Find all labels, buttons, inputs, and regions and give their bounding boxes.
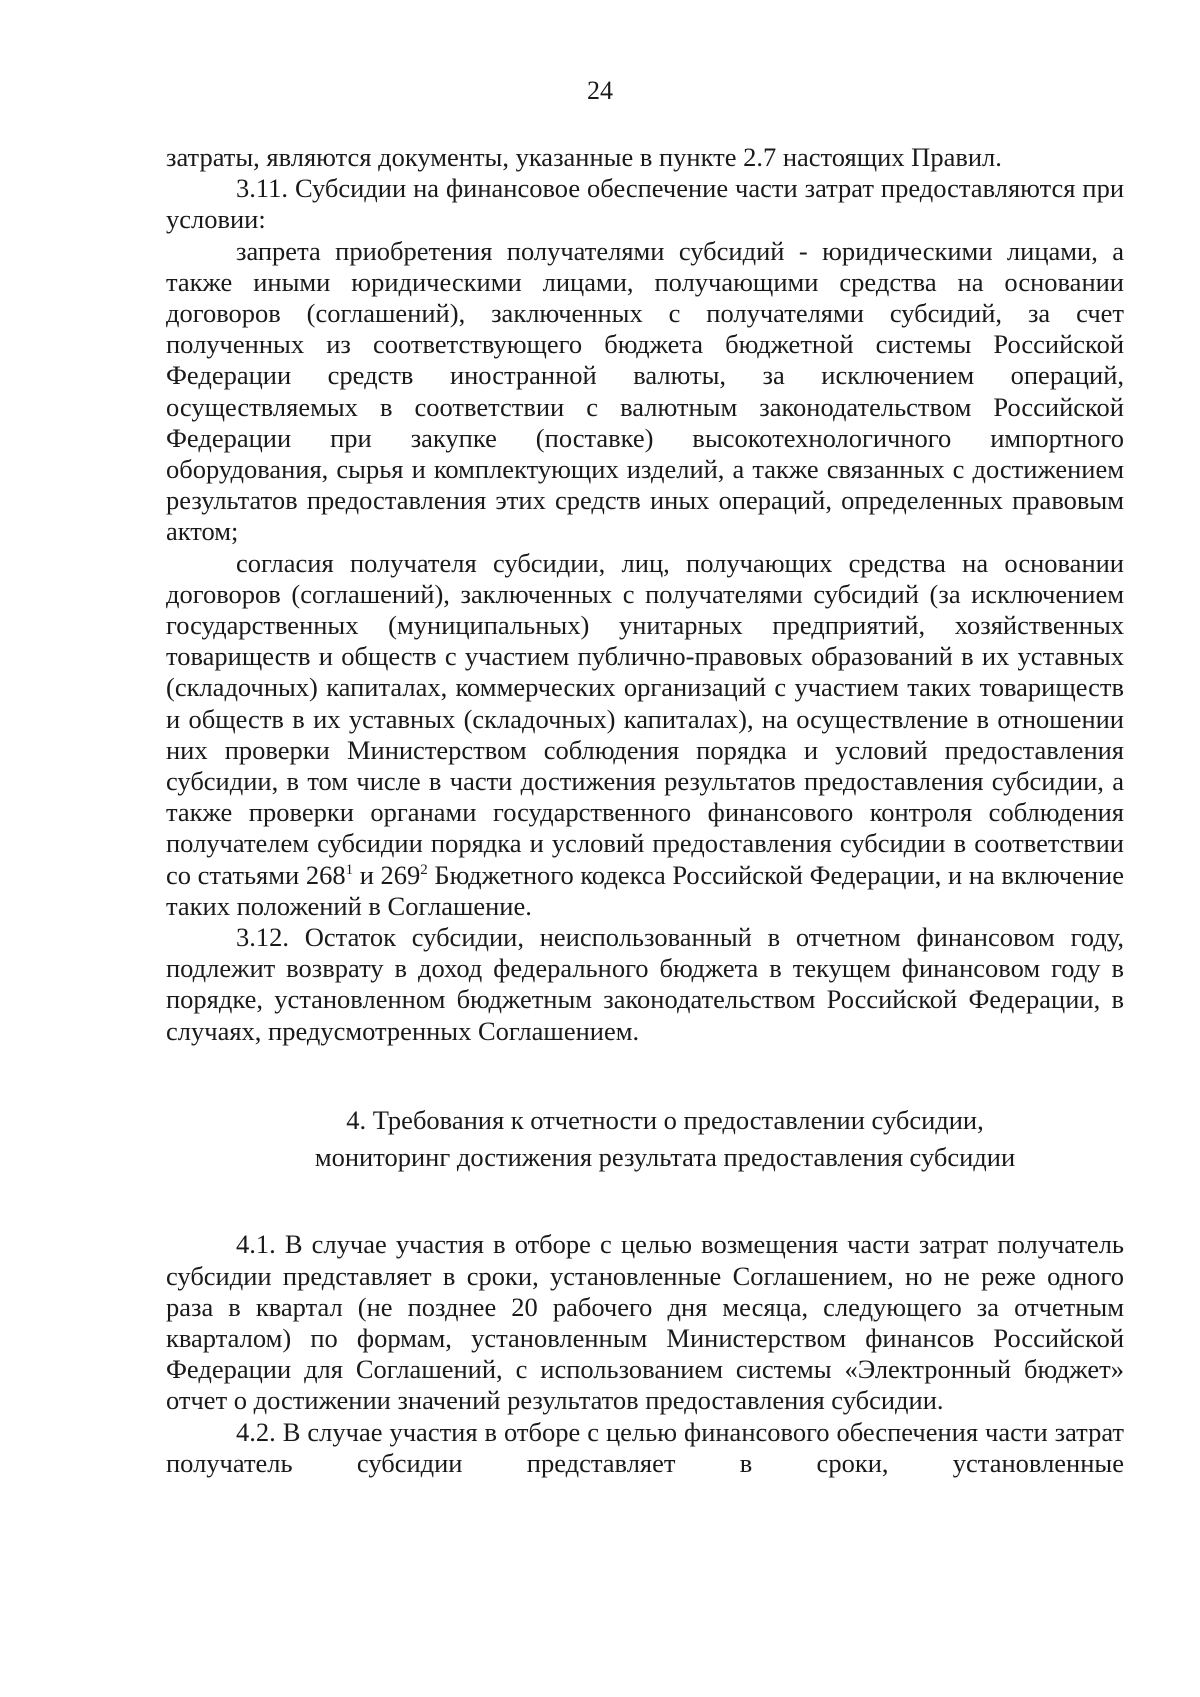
- paragraph-3-12: 3.12. Остаток субсидии, неиспользованный в отчетном финансовом году, подлежит возврату в доход федерального бюджета в текущем финансовом году в порядке, установленном бюджетным законодательством Российской Федерации, в случаях, предусмотренных Соглашением.: [166, 922, 1124, 1046]
- consent-text-a: согласия получателя субсидии, лиц, получающих средства на основании договоров (соглашений), заключенных с получателями субсидий (за исключением государственных (муниципальных) унитарных предприятий, хозяйственных товариществ и обществ с участием публично-правовых образований в их уставных (складочных) капиталах, коммерческих организаций с участием таких товариществ и обществ в их уставных (складочных) капиталах), на осуществление в отношении них проверки Министерством соблюдения порядка и условий предоставления субсидии, в том числе в части достижения результатов предоставления субсидии, а также проверки органами государственного финансового контроля соблюдения получателем субсидии порядка и условий предоставления субсидии в соответствии со статьями 268: [166, 547, 1124, 890]
- page-number: 24: [587, 76, 613, 105]
- paragraph-3-11: 3.11. Субсидии на финансовое обеспечение части затрат предоставляются при условии:: [166, 173, 1124, 235]
- paragraph-4-1: 4.1. В случае участия в отборе с целью возмещения части затрат получатель субсидии представляет в сроки, установленные Соглашением, но не реже одного раза в квартал (не позднее 20 рабочего дня месяца, следующего за отчетным кварталом) по формам, установленным Министерством финансов Российской Федерации для Соглашений, с использованием системы «Электронный бюджет» отчет о достижении значений результатов предоставления субсидии.: [166, 1229, 1124, 1416]
- superscript-2: 2: [420, 861, 428, 878]
- paragraph-4-2: 4.2. В случае участия в отборе с целью финансового обеспечения части затрат получатель субсидии представляет в сроки, установленные: [166, 1416, 1124, 1478]
- paragraph-consent: [166, 548, 1124, 922]
- consent-text-c: Бюджетного кодекса Российской Федерации, и на включение таких положений в Соглашение.: [166, 859, 1124, 921]
- document-body: [166, 142, 1124, 1479]
- section-heading-4: [166, 1105, 1124, 1173]
- heading-line-1: 4. Требования к отчетности о предоставлении субсидии,: [346, 1104, 984, 1135]
- paragraph-continuation: затраты, являются документы, указанные в пункте 2.7 настоящих Правил.: [166, 142, 1002, 172]
- heading-line-2: мониторинг достижения результата предоставления субсидии: [314, 1142, 1016, 1173]
- consent-text-b: и 269: [353, 859, 421, 890]
- superscript-1: 1: [345, 861, 354, 878]
- paragraph-prohibition: запрета приобретения получателями субсидий - юридическими лицами, а также иными юридическими лицами, получающими средства на основании договоров (соглашений), заключенных с получателями субсидий, за счет полученных из соответствующего бюджета бюджетной системы Российской Федерации средств иностранной валюты, за исключением операций, осуществляемых в соответствии с валютным законодательством Российской Федерации при закупке (поставке) высокотехнологичного импортного оборудования, сырья и комплектующих изделий, а также связанных с достижением результатов предоставления этих средств иных операций, определенных правовым актом;: [166, 235, 1124, 547]
